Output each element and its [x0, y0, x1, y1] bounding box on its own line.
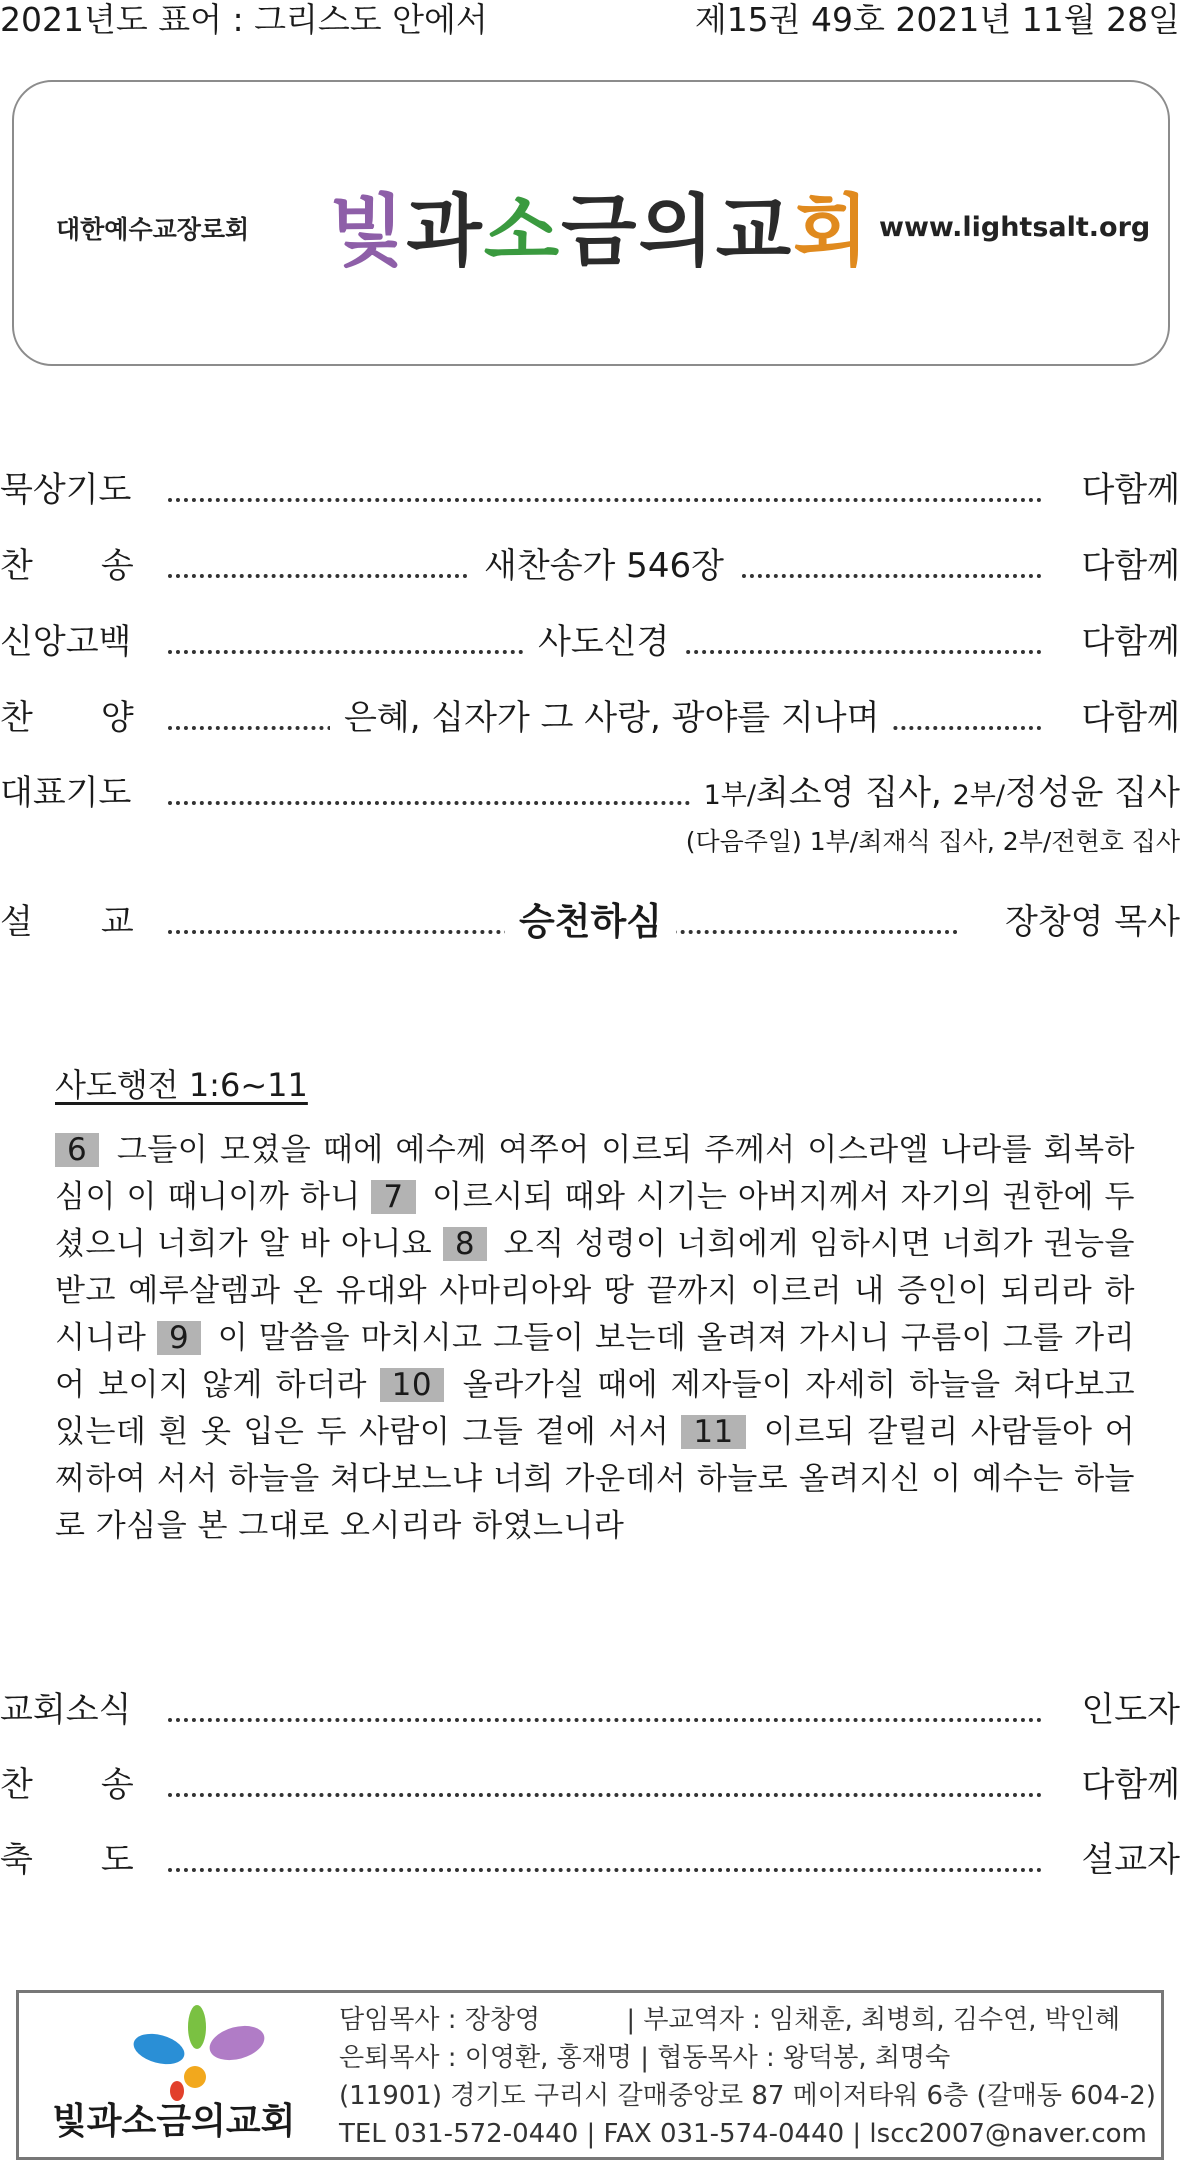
- sermon-title: 승천하심: [505, 897, 676, 947]
- order-label: 찬 송: [0, 1765, 134, 1805]
- order-label: 신앙고백: [0, 622, 132, 662]
- order-leader: 설교자: [1081, 1840, 1180, 1880]
- verse-number: 11: [681, 1415, 745, 1449]
- address: (11901) 경기도 구리시 갈매중앙로 87 메이저타워 6층 (갈매동 604-2): [339, 2081, 1156, 2111]
- order-row-hymn: [0, 541, 1180, 591]
- order-leader: 다함께: [1081, 546, 1180, 586]
- order-row-sermon: [0, 897, 1180, 947]
- order-row-praise: [0, 693, 1180, 743]
- order-label: 찬 송: [0, 546, 134, 586]
- petal: [206, 2020, 268, 2065]
- logo-char: 금: [561, 187, 639, 277]
- order-row-creed: [0, 617, 1180, 667]
- leader-dots: [168, 1793, 1042, 1797]
- logo-char: 과: [406, 187, 484, 277]
- motto: 2021년도 표어 : 그리스도 안에서: [0, 0, 488, 39]
- order-row-meditation: [0, 465, 1180, 515]
- leader-dots: [168, 1868, 1042, 1872]
- order-label: 교회소식: [0, 1690, 132, 1730]
- logo-char: 소: [483, 187, 562, 277]
- website-url: www.lightsalt.org: [879, 212, 1151, 243]
- order-leader: 다함께: [1081, 622, 1180, 662]
- order-leader: 다함께: [1081, 470, 1180, 510]
- order-label: 대표기도: [0, 773, 132, 813]
- preacher: 장창영 목사: [1004, 902, 1180, 942]
- order-label: 찬 양: [0, 698, 134, 738]
- next-week-prayer: (다음주일) 1부/최재식 집사, 2부/전현호 집사: [685, 827, 1180, 856]
- order-row-closing-hymn: [0, 1760, 1180, 1810]
- verse-text: 그들이 모였을 때에 예수께 여쭈어 이르되 주께서 이스라엘 나라를 회복하심이 이 때니이까 하니: [55, 1132, 1135, 1215]
- verse-text: 오직 성령이 너희에게 임하시면 너희가 권능을 받고 예루살렘과 온 유대와 사마리아와 땅 끝까지 이르러 내 증인이 되리라 하시니라: [55, 1226, 1136, 1356]
- issue-info: 제15권 49호 2021년 11월 28일: [694, 0, 1180, 39]
- order-leader: 다함께: [1081, 698, 1180, 738]
- church-info-box: [16, 1990, 1164, 2160]
- petal: [184, 2066, 206, 2088]
- verse-text: 이르되 갈릴리 사람들아 어찌하여 서서 하늘을 쳐다보느냐 너희 가운데서 하늘로 올려지신 이 예수는 하늘로 가심을 본 그대로 오시리라 하였느니라: [55, 1414, 1136, 1544]
- order-row-benediction: [0, 1835, 1180, 1885]
- logo-char: 회: [793, 187, 871, 277]
- verse-text: 이 말씀을 마치시고 그들이 보는데 올려져 가시니 구름이 그를 가리어 보이지 않게 하더라: [55, 1320, 1136, 1403]
- order-item: 은혜, 십자가 그 사랑, 광야를 지나며: [330, 693, 893, 743]
- order-label: 묵상기도: [0, 470, 132, 510]
- flower-logo-icon: [119, 2005, 269, 2105]
- verse-number: 10: [380, 1368, 444, 1402]
- prayer-leaders: [704, 768, 1180, 821]
- verse-number: 9: [157, 1321, 201, 1355]
- verse-number: 7: [371, 1180, 415, 1214]
- denomination: 대한예수교장로회: [56, 215, 250, 244]
- leader-dots: [168, 1718, 1042, 1722]
- order-label: 축 도: [0, 1840, 134, 1880]
- service-tag: 1부/: [703, 780, 756, 811]
- footer-logo-text: 빛과소금의교회: [52, 2101, 296, 2142]
- prayer-name: 최소영 집사,: [755, 773, 953, 813]
- order-item: 사도신경: [524, 617, 683, 667]
- leader-dots: [168, 801, 690, 805]
- petal: [188, 2005, 206, 2049]
- order-item: 새찬송가 546장: [470, 541, 738, 591]
- service-tag: 2부/: [952, 780, 1005, 811]
- scripture-text: [55, 1127, 1135, 1550]
- order-label: 설 교: [0, 902, 134, 942]
- order-row-news: [0, 1685, 1180, 1735]
- prayer-name: 정성윤 집사: [1004, 773, 1180, 813]
- order-leader: 다함께: [1081, 1765, 1180, 1805]
- petal: [130, 2029, 187, 2070]
- verse-number: 8: [443, 1227, 487, 1261]
- order-row-prayer: [0, 768, 1180, 818]
- verse-text: 올라가실 때에 제자들이 자세히 하늘을 쳐다보고 있는데 흰 옷 입은 두 사람이 그들 곁에 서서: [55, 1367, 1136, 1450]
- retired-pastor-line: 은퇴목사 : 이영환, 홍재명 | 협동목사 : 왕덕봉, 최명숙: [339, 2043, 951, 2073]
- logo-char: 교: [715, 187, 794, 277]
- logo-char: 의: [638, 187, 716, 277]
- order-leader: 인도자: [1081, 1690, 1180, 1730]
- verse-number: 6: [55, 1133, 99, 1167]
- leader-dots: [168, 498, 1042, 502]
- verse-text: 이르시되 때와 시기는 아버지께서 자기의 권한에 두셨으니 너희가 알 바 아니요: [55, 1179, 1136, 1262]
- church-contact: [339, 2001, 1156, 2153]
- pastor-line: 담임목사 : 장창영 | 부교역자 : 임채훈, 최병희, 김수연, 박인혜: [339, 2005, 1121, 2035]
- church-banner: [12, 80, 1170, 366]
- church-logo: [329, 182, 871, 282]
- contact-line: TEL 031-572-0440 | FAX 031-574-0440 | lscc2007@naver.com: [339, 2119, 1147, 2149]
- scripture-reference: 사도행전 1:6~11: [55, 1066, 308, 1104]
- logo-char: 빛: [329, 187, 407, 277]
